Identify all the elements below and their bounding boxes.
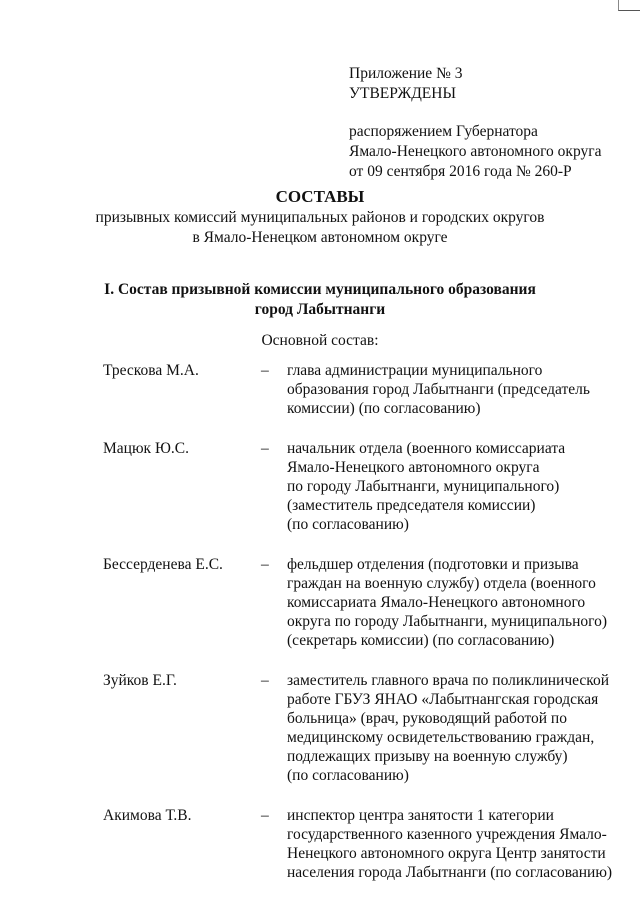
approval-date-line: от 09 сентября 2016 года № 260-Р xyxy=(349,163,572,180)
member-dash: – xyxy=(261,672,269,689)
document-subtitle-line-1: призывных комиссий муниципальных районов и городских округов xyxy=(95,209,545,226)
approval-region-line: Ямало-Ненецкого автономного округа xyxy=(349,143,602,160)
member-name: Бессерденева Е.С. xyxy=(103,556,223,573)
section-heading xyxy=(0,280,640,320)
member-dash: – xyxy=(261,362,269,379)
member-dash: – xyxy=(261,440,269,457)
member-name: Акимова Т.В. xyxy=(103,807,192,824)
member-role: инспектор центра занятости 1 категории государственного казенного учреждения Ямало- Ненецкого автономного округа Центр занятости населения города Лабытнанги (по согласованию) xyxy=(287,807,613,881)
approval-block xyxy=(349,64,629,182)
subsection-heading: Основной состав: xyxy=(261,332,379,349)
document-title-block xyxy=(0,186,640,248)
approved-label: УТВЕРЖДЕНЫ xyxy=(349,85,456,102)
member-row xyxy=(103,806,623,882)
member-role: глава администрации муниципального образования город Лабытнанги (председатель комиссии) (по согласованию) xyxy=(287,362,590,417)
section-heading-line-1: I. Состав призывной комиссии муниципального образования xyxy=(104,281,536,298)
member-row xyxy=(103,439,623,534)
member-role: начальник отдела (военного комиссариата Ямало-Ненецкого автономного округа по городу Лабытнанги, муниципального) (заместитель председателя комиссии) (по согласованию) xyxy=(287,440,566,533)
member-role: заместитель главного врача по поликлинической работе ГБУЗ ЯНАО «Лабытнангская городская больница» (врач, руководящий работой по медицинскому освидетельствованию граждан, подлежащих призыву на военную службу) (по согласованию) xyxy=(287,672,610,784)
member-row xyxy=(103,361,623,418)
member-dash: – xyxy=(261,556,269,573)
section-heading-line-2: город Лабытнанги xyxy=(254,301,386,318)
member-role: фельдшер отделения (подготовки и призыва граждан на военную службу) отдела (военного комиссариата Ямало-Ненецкого автономного округа по городу Лабытнанги, муниципального) (секретарь комиссии) (по согласованию) xyxy=(287,556,608,649)
member-row xyxy=(103,555,623,650)
appendix-number: Приложение № 3 xyxy=(349,65,463,82)
document-subtitle-line-2: в Ямало-Ненецком автономном округе xyxy=(192,229,448,246)
member-row xyxy=(103,671,623,785)
approval-gap xyxy=(349,104,629,122)
member-name: Трескова М.А. xyxy=(103,362,199,379)
approval-order-line: распоряжением Губернатора xyxy=(349,123,538,140)
member-name: Зуйков Е.Г. xyxy=(103,672,177,689)
member-name: Мацюк Ю.С. xyxy=(103,440,189,457)
page-corner-mark xyxy=(618,0,640,11)
member-dash: – xyxy=(261,807,269,824)
document-title: СОСТАВЫ xyxy=(275,187,365,206)
members-list xyxy=(103,361,623,903)
